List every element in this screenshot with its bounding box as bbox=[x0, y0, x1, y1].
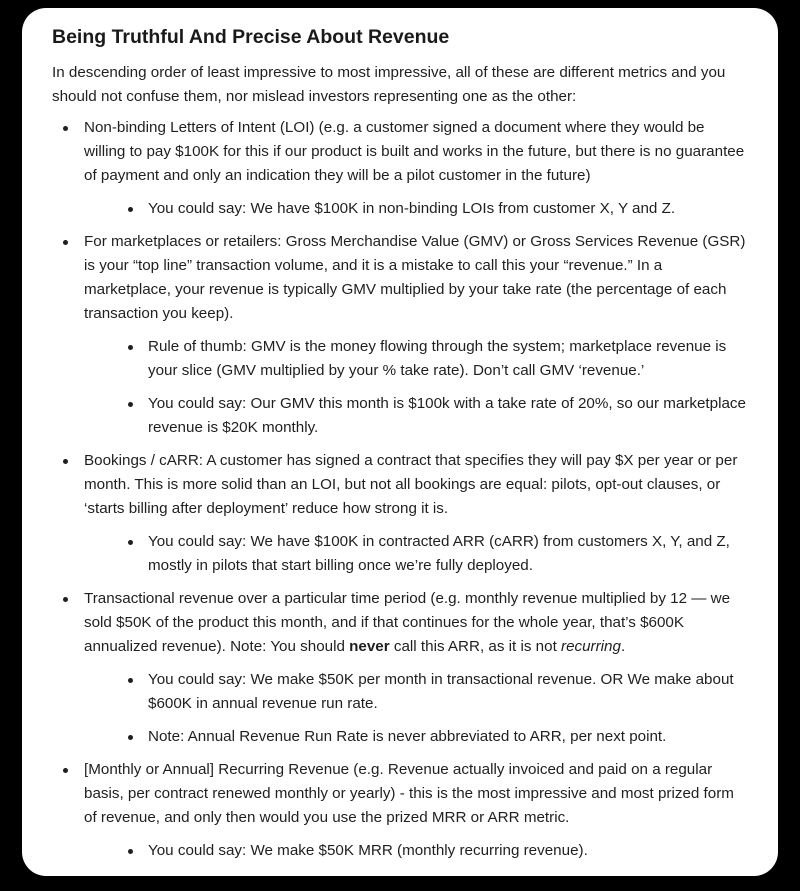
intro-paragraph: In descending order of least impressive to most impressive, all of these are different metrics and you should not confuse them, nor mislead investors representing one as the other: bbox=[52, 64, 726, 105]
page-title: Being Truthful And Precise About Revenue bbox=[52, 26, 450, 48]
sub-list-item: You could say: We make $50K per month in transactional revenue. OR We make about $600K in annual revenue run rate. bbox=[116, 668, 748, 716]
list-item-bookings bbox=[52, 449, 748, 578]
sub-list-item: Rule of thumb: GMV is the money flowing through the system; marketplace revenue is your slice (GMV multiplied by your % take rate). Don’t call GMV ‘revenue.’ bbox=[116, 335, 748, 383]
list-item-loi bbox=[52, 116, 748, 221]
sub-list bbox=[84, 839, 748, 863]
sub-list bbox=[84, 530, 748, 578]
metrics-list bbox=[52, 116, 748, 863]
emphasis-recurring: recurring bbox=[561, 638, 621, 655]
sub-list-item: You could say: Our GMV this month is $100k with a take rate of 20%, so our marketplace revenue is $20K monthly. bbox=[116, 392, 748, 440]
list-item-gmv bbox=[52, 230, 748, 440]
sub-list-item: You could say: We have $100K in non-binding LOIs from customer X, Y and Z. bbox=[116, 197, 748, 221]
list-item-recurring bbox=[52, 758, 748, 863]
sub-list bbox=[84, 335, 748, 440]
list-item-text: Bookings / cARR: A customer has signed a contract that specifies they will pay $X per year or per month. This is more solid than an LOI, but not all bookings are equal: pilots, opt-out clauses, or ‘starts billing after deployment’ reduce how strong it is. bbox=[84, 452, 738, 517]
sub-list-item: You could say: We have $100K in contracted ARR (cARR) from customers X, Y, and Z, mostly in pilots that start billing once we’re fully deployed. bbox=[116, 530, 748, 578]
list-item-transactional bbox=[52, 587, 748, 749]
text-segment: call this ARR, as it is not bbox=[389, 638, 562, 655]
sub-list bbox=[84, 197, 748, 221]
text-segment: Transactional revenue over a particular time period (e.g. monthly revenue multiplied by 12 — we sold $50K of the product this month, and if that continues for the whole year, that’s $600K annualized revenue). Note: You should bbox=[84, 590, 731, 655]
sub-list-item: Note: Annual Revenue Run Rate is never abbreviated to ARR, per next point. bbox=[116, 725, 748, 749]
list-item-text bbox=[84, 590, 730, 655]
list-item-text: [Monthly or Annual] Recurring Revenue (e.g. Revenue actually invoiced and paid on a regular basis, per contract renewed monthly or yearly) - this is the most impressive and most prized form of revenue, and only then would you use the prized MRR or ARR metric. bbox=[84, 761, 734, 826]
sub-list bbox=[84, 668, 748, 749]
sub-list-item: You could say: We make $50K MRR (monthly recurring revenue). bbox=[116, 839, 748, 863]
emphasis-never: never bbox=[349, 638, 390, 655]
text-segment: . bbox=[620, 638, 626, 655]
content-card bbox=[22, 8, 778, 876]
list-item-text: Non-binding Letters of Intent (LOI) (e.g. a customer signed a document where they would be willing to pay $100K for this if our product is built and works in the future, but there is no guarantee of payment and only an indication they will be a pilot customer in the future) bbox=[84, 119, 745, 184]
list-item-text: For marketplaces or retailers: Gross Merchandise Value (GMV) or Gross Services Revenue (GSR) is your “top line” transaction volume, and it is a mistake to call this your “revenue.” In a marketplace, your revenue is typically GMV multiplied by your take rate (the percentage of each transaction you keep). bbox=[84, 233, 746, 322]
